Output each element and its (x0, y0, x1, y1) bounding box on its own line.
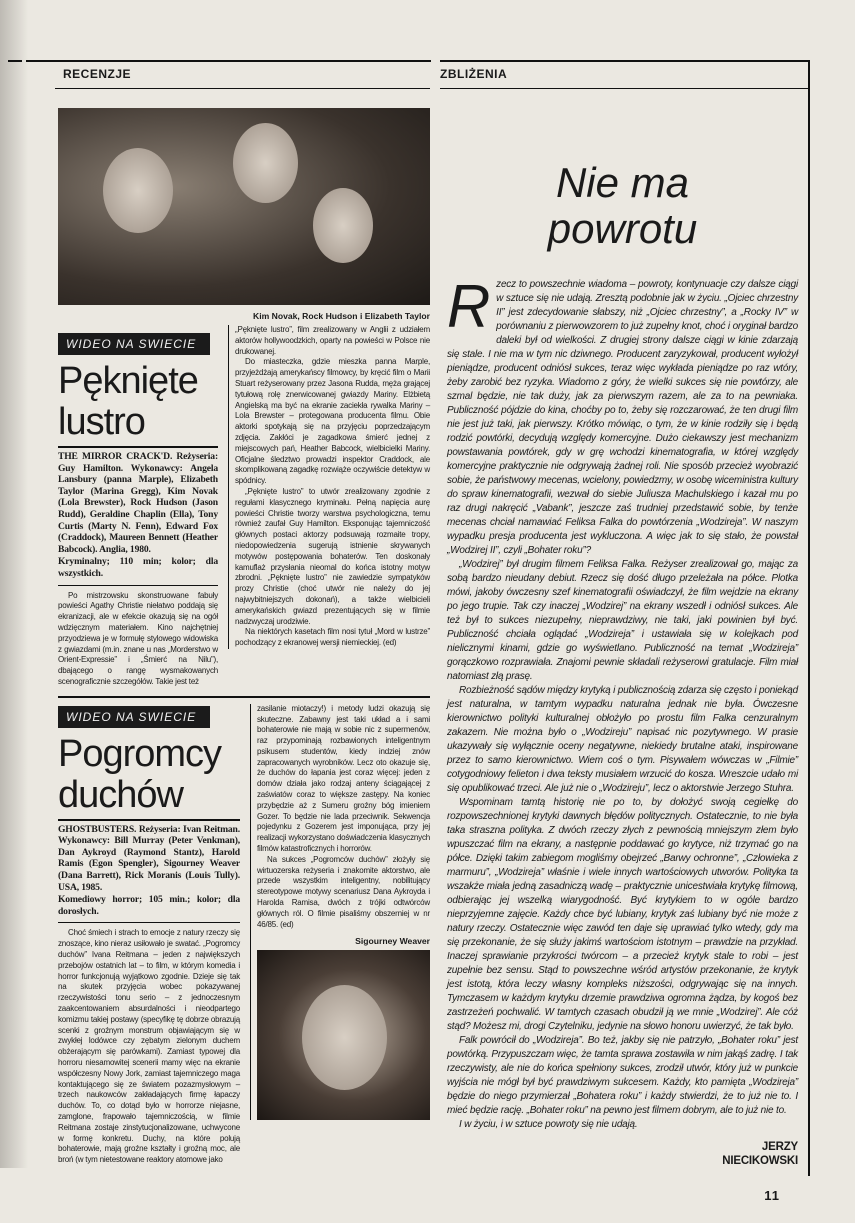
article-body: Rzecz to powszechnie wiadoma – powroty, kontynuacje czy dalsze ciągi w sztuce się nie udają. Zresztą podobnie jak w życiu. „Ojciec chrzestny II” jest zdecydowanie słabszy, niż „Ojciec chrzestny”, a „Rocky IV” w porównaniu z pierwowzorem to już zupełny knot, choć i oryginał bardzo daleki był od wielkości. Z drugiej strony dalsze ciągi w kinie zdarzają się stale. I nie ma w tym nic dziwnego. Producent zaryzykował, producent wyłożył pieniądze, producent odniósł sukces, teraz więc wykłada pieniądze po raz wtóry, żeby zarobić bez ryzyka. Wiadomo z góry, że wielki sukces się nie powtórzy, ale szmal będzie, nie tak duży, jak za pierwszym razem, ale za to na pewniaka. Publiczność pójdzie do kina, choćby po to, żeby się rozczarować, że ten drugi film nie jest już taki, jak pierwszy. Krótko mówiąc, o tym, że w kinie rodziły się i będą rodzić powtórki, decydują względy komercyjne. Dużo ciekawszy jest mechanizm powstawania powtórek, gdy w grę wchodzi kinematografia, w której względy komercyjne praktycznie nie odgrywają żadnej roli. Nie sposób przecież wyobrazić sobie, że państwowy mecenas, wcielony, powiedzmy, w osobę wiceministra kultury do spraw kinematografii, wezwał do siebie Juliusza Machulskiego i kazał mu po raz drugi nakręcić „Vabank”, jeszcze zaś trudniej przedstawić sobie, by tenże mecenas chciał namawiać Feliksa Falka do powtórzenia „Wodzireja”. W naszym wypadku presja producenta jest wykluczona. A więc jak to się stało, że powstał „Wodzirej II”, czyli „Bohater roku”? „Wodzirej” był drugim filmem Feliksa Falka. Reżyser zrealizował go, mając za sobą bardzo nieudany debiut. Rzecz się dość długo przeleżała na półce. Plotka mówi, jakoby ówczesny szef kinematografii oświadczył, że film wejdzie na ekrany po jego trupie. Tak czy inaczej „Wodzirej” na ekrany wszedł i odniósł sukces. Ale też był to sukces niezupełny, nieprawdziwy, nie taki, jaki powinien był być. Publiczność chciała oglądać „Wodzireja” i ustawiała się w kolejkach pod nielicznymi kinami, gdzie go wyświetlano. Publiczność na temat „Wodzireja” gorączkowo rozprawiała. Znajomi pewnie składali reżyserowi gratulacje. Film miał natomiast złą prasę. Rozbieżność sądów między krytyką i publicznością zdarza się często i poniekąd jest naturalna, w tamtym wypadku naturalna jednak nie była. Ówczesne kierownictwo polityki kulturalnej obłożyło po prostu film Falka cenzuralnym zakazem. Nie można było o „Wodzireju” napisać nic pozytywnego. W prasie ukazywały się wyłącznie oceny negatywne, niekiedy brutalne ataki, inspirowane przez to samo kierownictwo. Wiem coś o tym. Pisywałem wówczas w „Filmie” cotygodniowy felieton i dwa teksty musiałem wrzucić do kosza. Wreszcie udało mi się opublikować trzeci. Ale już nie o „Wodzireju”, lecz o aktorstwie Jerzego Stuhra. Wspominam tamtą historię nie po to, by dołożyć swoją cegiełkę do rozpowszechnionej krytyki dawnych błędów politycznych. Ostatecznie, to nie była taka straszna polityka. Z dwóch rzeczy złych z pewnością mniejszym złem było wpuszczać film na ekrany, a następnie poddawać go krytyce, niż trzymać go na półce. Dzięki takim zabiegom mogliśmy obejrzeć „Barwy ochronne”, „Człowieka z marmuru”, „Wodzireja” właśnie i wiele innych wartościowych utworów. Polityka ta wszakże miała jedną zasadniczą wadę – praktycznie unicestwiała krytykę filmową, odbierając jej wszelką wiarygodność. Być krytykiem to w ogóle bardzo nieprzyjemne zajęcie. Każdy chce być lubiany, krytyk zaś lubiany być nie może z natury rzeczy. Ostatecznie więc zawód ten daje się uprawiać tylko wtedy, gdy ma się przekonanie, że się służy jakimś wartościom istotnym – prawdzie na przykład. Inaczej sprawianie przykrości twórcom – a przecież krytyk stale to robi – jest zupełnie bez sensu. Stąd to powszechne wśród artystów przekonanie, że krytyk jest istotą, która leczy własny kompleks niższości, odgrywając się na innych. Tymczasem w każdym krytyku drzemie prawdziwa ogromna żądza, by kogoś bez zastrzeżeń pochwalić. W tamtych czasach obudził ją we mnie „Wodzirej”. Ale cóż stąd? Możesz mi, drogi Czytelniku, jedynie na słowo honoru uwierzyć, że tak było. Falk powrócił do „Wodzireja”. Bo też, jakby się nie patrzyło, „Bohater roku” jest powtórką. Przypuszczam więc, że tamta sprawa zostawiła w nim jakąś zadrę. I tak rzeczywisty, ale nie do końca spełniony sukces, zrodził utwór, który już w punkcie wyjścia nie mógł był być prawdziwym sukcesem. Każdy, kto pamięta „Wodzireja” będzie do niego przymierzał „Bohatera roku” i każdy stwierdzi, że to już nie to. I mieć będzie rację. „Bohater roku” na pewno jest filmem dobrym, ale to już nie to. I w życiu, i w sztuce powroty się nie udają. JERZY NIECIKOWSKI (447, 273, 798, 1167)
header-rule-left (26, 60, 431, 62)
photo-caption: Kim Novak, Rock Hudson i Elizabeth Taylor (252, 311, 430, 321)
review-body-left: Po mistrzowsku skonstruowane fabuły powieści Agathy Christie niełatwo poddają się ekranizacji, ale w efekcie okazują się na ogół wdzięcznym materiałem. Kino najchętniej przyodziewa je w formułę stylowego widowiska z gwiazdami (m.in. znane u nas „Morderstwo w Orient-Expressie” i „Śmierć na Nilu”), dbającego o rangę wysmakowanych scenograficznie szczegółów. Takie jest też (58, 590, 218, 686)
article-area (440, 60, 810, 1223)
review-body-right: „Pęknięte lustro”, film zrealizowany w Anglii z udziałem aktorów hollywoodzkich, oparty na powieści w Polsce nie drukowanej. Do miasteczka, gdzie mieszka panna Marple, przyjeżdżają amerykańscy filmowcy, by kręcić film o Marii Stuart reżyserowany przez Jasona Rudda, męża grającej tytułową rolę znerwicowanej gwiazdy Mariny. Elżbietą Angielską ma być na ekranie zaciekła rywalka Mariny – Lola Brewster – protegowana producenta filmu. Obie aktorki spotykają się na przyjęciu poprzedzającym zdjęcia. Zakłóci je zagadkowa śmierć jednej z miejscowych pań, Heather Babcock, wielbicielki Mariny. Oficjalne śledztwo prowadzi inspektor Craddock, ale skomplikowaną zagadkę rozwiąże oczywiście detektyw w spódnicy. „Pęknięte lustro” to utwór zrealizowany zgodnie z regułami klasycznego kryminału. Pełną napięcia aurę powieści Christie tworzy warstwa psychologiczna, temu również zaufał Guy Hamilton. Eksponując tajemniczość głównych postaci aktorzy podsuwają rozmaite tropy, niedopowiedzenia sugerują istnienie skrywanych motywów postępowania bohaterów. Ten doskonały kamuflaż przysłania nieomal do końca istotny motyw zbrodni. „Pęknięte lustro” nie zawiedzie sympatyków prozy Christie (choć utwór nie należy do jej najwybitniejszych dokonań), a także wielbicieli amerykańskich gwiazd prezentujących się w filmie nadzwyczaj urodziwie. Na niektórych kasetach film nosi tytuł „Mord w lustrze” pochodzący z ekranowej wersji niemieckiej. (ed) (228, 325, 430, 649)
page-number: 11 (764, 1188, 780, 1203)
photo-sigourney-weaver (257, 950, 430, 1120)
article-title: Nie ma powrotu (547, 159, 698, 252)
page-edge (0, 0, 28, 1168)
drop-cap: R (447, 273, 491, 340)
review-body-right: zasilanie miotaczy!) i metody ludzi okazują się skuteczne. Zabawny jest taki układ a i sami bohaterowie nie mają w sobie nic z supermenów, raz przypominają rozbawionych inteligentnym psikusem studentów, kiedy indziej znów zapracowanych wyrobników. Lecz oto okazuje się, że duchów do łapania jest coraz więcej: jeden z domów działa jako rodzaj anteny ściągającej z zaświatów coraz to większe zastępy. Na koniec przybędzie aż z Sumeru groźny bóg imieniem Gozer. To będzie nie lada przeciwnik. Sekwencja pojedynku z Gozerem jest imponująca, przy jej realizacji wykorzystano doświadczenia klasycznych filmów katastroficznych i horrorów. Na sukces „Pogromców duchów” złożyły się wirtuozerska reżyseria i znakomite aktorstwo, ale przede wszystkim inteligentny, nobilitujący stereotypowe motywy scenariusz Dana Aykroyda i Harolda Ramisa, dwóch z trójki odtwórców głównych ról. O filmie pisaliśmy obszerniej w nr 46/85. (ed) (257, 703, 430, 929)
review-credits: THE MIRROR CRACK'D. Reżyseria: Guy Hamilton. Wykonawcy: Angela Lansbury (panna Marple), Elizabeth Taylor (Marina Gregg), Kim Novak (Lola Brewster), Rock Hudson (Jason Rudd), Geraldine Chaplin (Ella), Tony Curtis (Marty N. Fenn), Edward Fox (Craddock), Maureen Bennett (Heather Babcock). Anglia, 1980. Kryminalny; 110 min; kolor; dla wszystkich. (58, 451, 218, 579)
header-rule-stub (8, 60, 22, 62)
review-pekniete-lustro (58, 325, 430, 688)
review-body-left: Choć śmiech i strach to emocje z natury rzeczy się znoszące, kino nieraz usiłowało je swatać. „Pogromcy duchów” Ivana Reitmana – jeden z największych przebojów ostatnich lat – to film, w którym komedia i horror funkcjonują wyjątkowo zgodnie. Dzieje się tak na skutek przyjęcia wobec pokazywanej rzeczywistości tonu serio – z jednoczesnym zaakcentowaniem absurdalności i nieodpartego komizmu takiej postawy (specyfikę tę dobrze obrazują scenki z groźnym monstrum objawiającym się w zwykłej lodówce czy zębatym zielonym duchem obżerającym się parówkami). Zamiast typowej dla horroru niesamowitej scenerii mamy więc na ekranie współczesny Nowy Jork, zamiast tajemniczego maga kontaktującego się ze światem pozazmysłowym – trzech naukowców zakładających firmę łapaczy duchów. To, co dotąd było w horrorze niejasne, zamglone, frapowało tajemniczością, w filmie Reitmana zostaje zinstytucjonalizowane, uchwycone w formę konkretu. Duchy, na które polują bohaterowie, mają groźne kształty i groźną moc, ale broń (w tym nietestowane reaktory atomowe jako (58, 928, 240, 1165)
author-byline: JERZY NIECIKOWSKI (722, 1141, 798, 1167)
credits-rule (58, 922, 240, 923)
reviews-area (58, 108, 430, 1166)
section-recenzje: RECENZJE (63, 67, 132, 81)
credits-rule (58, 585, 218, 586)
section-label: WIDEO NA SWIECIE (58, 333, 210, 355)
review-credits: GHOSTBUSTERS. Reżyseria: Ivan Reitman. Wykonawcy: Bill Murray (Peter Venkman), Dan Aykroyd (Raymond Stantz), Harold Ramis (Egon Spengler), Sigourney Weaver (Dana Barrett), Rick Moranis (Louis Tully). USA, 1985. Komediowy horror; 105 min.; kolor; dla dorosłych. (58, 823, 240, 917)
section-zblizenia: ZBLIŻENIA (440, 67, 508, 81)
photo-novak-hudson-taylor (58, 108, 430, 305)
header-underline-left (55, 88, 430, 89)
review-title: Pęknięte lustro (58, 360, 198, 443)
title-rule (58, 446, 218, 448)
section-label: WIDEO NA SWIECIE (58, 706, 210, 728)
review-title: Pogromcy duchów (58, 732, 222, 816)
photo-caption: Sigourney Weaver (355, 936, 430, 947)
review-pogromcy-duchow (58, 704, 430, 1166)
title-rule (58, 819, 240, 821)
section-divider (58, 696, 430, 698)
